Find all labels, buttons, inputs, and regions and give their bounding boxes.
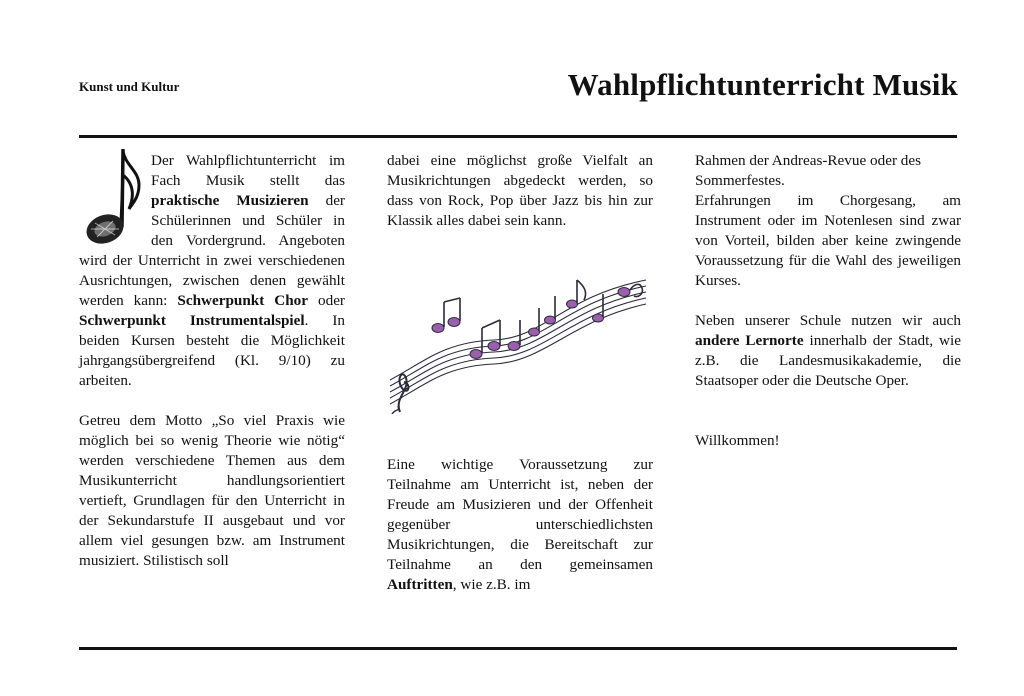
music-note-icon xyxy=(79,145,143,247)
column-2 xyxy=(387,151,653,231)
col3-paragraph-2: Erfahrungen im Chorgesang, am Instrument oder im Notenlesen sind zwar von Vorteil, bilden aber keine zwingende Voraussetzung für die Wahl des jeweiligen Kurses. xyxy=(695,192,961,289)
col1-paragraph-1: Der Wahlpflichtunterricht im Fach Musik stellt das praktische Musizieren der Schülerinnen und Schüler in den Vordergrund. Angeboten wird der Unterricht in zwei verschiedenen Ausrichtungen, zwischen denen gewählt werden kann: Schwerpunkt Chor oder Schwerpunkt Instrumentalspiel. In beiden Kursen besteht die Möglichkeit jahrgangsübergreifend (Kl. 9/10) zu arbeiten. xyxy=(79,152,346,389)
col1-paragraph-2: Getreu dem Motto „So viel Praxis wie möglich bei so wenig Theorie wie nötig“ werden verschiedene Themen aus dem Musikunterricht handlungsorientiert vertieft, Grundlagen für den Unterricht in der Sekundarstufe II ausgebaut und vor allem viel gesungen bzw. am Instrument musiziert. Stilistisch soll xyxy=(79,412,345,569)
page-title: Wahlpflichtunterricht Musik xyxy=(567,67,958,102)
top-divider xyxy=(79,135,957,138)
closing-greeting: Willkommen! xyxy=(695,432,780,449)
music-staff-illustration xyxy=(384,262,652,414)
column-3 xyxy=(695,151,961,451)
col3-paragraph-1: Rahmen der Andreas-Revue oder des Sommerfestes. xyxy=(695,152,922,189)
bottom-divider xyxy=(79,647,957,650)
col2-paragraph-2: Eine wichtige Voraussetzung zur Teilnahme am Unterricht ist, neben der Freude am Musizieren und der Offenheit gegenüber unterschiedlichsten Musikrichtungen, die Bereitschaft zur Teilnahme an den gemeinsamen Auftritten, wie z.B. im xyxy=(387,456,653,593)
col3-paragraph-3: Neben unserer Schule nutzen wir auch andere Lernorte innerhalb der Stadt, wie z.B. die Landesmusikakademie, die Staatsoper oder die Deutsche Oper. xyxy=(695,312,961,389)
column-1 xyxy=(79,151,345,571)
section-label: Kunst und Kultur xyxy=(79,79,180,94)
col2-paragraph-1: dabei eine möglichst große Vielfalt an Musikrichtungen abgedeckt werden, so dass von Rock, Pop über Jazz bis hin zur Klassik alles dabei sein kann. xyxy=(387,152,653,229)
column-2-lower xyxy=(387,455,653,595)
